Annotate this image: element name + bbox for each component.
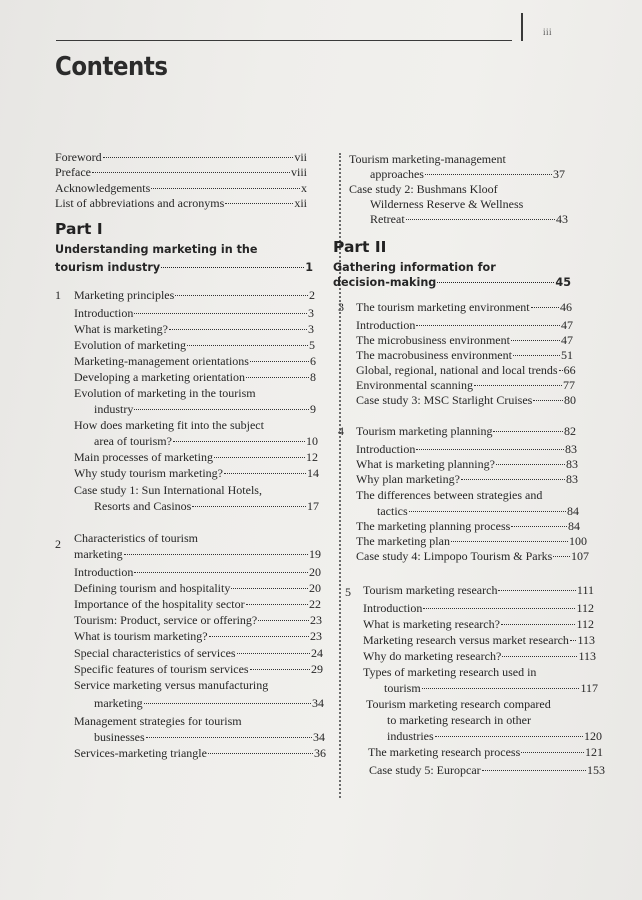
toc-entry: The marketing plan 100 [356, 534, 587, 548]
toc-entry: List of abbreviations and acronyms xii [55, 196, 307, 210]
toc-entry: The microbusiness environment 47 [356, 333, 573, 347]
part-heading: Part II [333, 238, 387, 256]
toc-entry: Case study 5: Europcar 153 [369, 763, 605, 777]
part-heading: Part I [55, 220, 103, 238]
toc-entry: Case study 3: MSC Starlight Cruises 80 [356, 393, 576, 407]
toc-entry: Introduction 3 [74, 306, 314, 320]
toc-entry-line: How does marketing fit into the subject [74, 418, 264, 432]
toc-entry: Why plan marketing? 83 [356, 472, 578, 486]
toc-entry: Introduction 47 [356, 318, 573, 332]
toc-entry: Defining tourism and hospitality 20 [74, 581, 321, 595]
chapter-title: Tourism marketing planning 82 [356, 424, 576, 438]
toc-entry: What is marketing? 3 [74, 322, 314, 336]
toc-entry-line: Types of marketing research used in [363, 665, 537, 679]
toc-entry: Tourism: Product, service or offering? 23 [74, 613, 322, 627]
toc-entry: What is tourism marketing? 23 [74, 629, 322, 643]
toc-entry: What is marketing research? 112 [363, 617, 594, 631]
chapter-title-line: marketing 19 [74, 547, 321, 561]
part-title: Understanding marketing in the [55, 243, 258, 256]
toc-entry-line: Evolution of marketing in the tourism [74, 386, 256, 400]
toc-entry: Marketing-management orientations 6 [74, 354, 316, 368]
toc-entry-line: to marketing research in other [387, 713, 531, 727]
toc-entry: Special characteristics of services 24 [74, 646, 323, 660]
toc-entry: Why study tourism marketing? 14 [74, 466, 319, 480]
toc-entry: Introduction 83 [356, 442, 577, 456]
toc-entry: The marketing research process 121 [368, 745, 603, 759]
toc-entry: Services-marketing triangle 36 [74, 746, 326, 760]
toc-entry-line: Service marketing versus manufacturing [74, 678, 269, 692]
toc-entry: Introduction 20 [74, 565, 321, 579]
page-title: Contents [55, 52, 168, 82]
toc-entry: industries 120 [387, 729, 602, 743]
toc-entry: Main processes of marketing 12 [74, 450, 318, 464]
toc-entry-line: Case study 1: Sun International Hotels, [74, 483, 262, 497]
chapter-number: 3 [338, 300, 344, 314]
toc-entry: Preface viii [55, 165, 307, 179]
toc-entry-line: Case study 2: Bushmans Kloof [349, 182, 498, 196]
toc-entry: What is marketing planning? 83 [356, 457, 578, 471]
toc-entry: Global, regional, national and local trends 66 [356, 363, 576, 377]
toc-entry: approaches 37 [370, 167, 565, 181]
chapter-number: 5 [345, 585, 351, 599]
toc-entry: Environmental scanning 77 [356, 378, 575, 392]
toc-entry: Why do marketing research? 113 [363, 649, 596, 663]
toc-entry: area of tourism? 10 [94, 434, 318, 448]
toc-entry: Retreat 43 [370, 212, 568, 226]
toc-entry: tourism 117 [384, 681, 598, 695]
toc-entry: Evolution of marketing 5 [74, 338, 315, 352]
chapter-number: 1 [55, 288, 61, 302]
toc-entry: The marketing planning process 84 [356, 519, 580, 533]
toc-entry: tactics 84 [377, 504, 579, 518]
toc-entry: marketing 34 [94, 696, 324, 710]
toc-entry: industry 9 [94, 402, 316, 416]
header-tick [521, 13, 523, 41]
toc-entry: Case study 4: Limpopo Tourism & Parks 107 [356, 549, 589, 563]
toc-entry-line: Management strategies for tourism [74, 714, 242, 728]
chapter-title: The tourism marketing environment 46 [356, 300, 572, 314]
chapter-title: Tourism marketing research 111 [363, 583, 594, 597]
toc-entry: Importance of the hospitality sector 22 [74, 597, 321, 611]
chapter-number: 4 [338, 424, 344, 438]
toc-entry-line: Tourism marketing-management [349, 152, 506, 166]
toc-entry: Introduction 112 [363, 601, 594, 615]
toc-entry: Acknowledgements x [55, 181, 307, 195]
toc-entry: Resorts and Casinos 17 [94, 499, 319, 513]
part-title-line: decision-making 45 [333, 276, 571, 289]
toc-entry: Foreword vii [55, 150, 307, 164]
chapter-number: 2 [55, 537, 61, 551]
toc-entry: Developing a marketing orientation 8 [74, 370, 316, 384]
part-title: Gathering information for [333, 261, 496, 274]
page-number: iii [543, 27, 553, 37]
chapter-title: Characteristics of tourism [74, 531, 198, 545]
toc-entry-line: Wilderness Reserve & Wellness [370, 197, 524, 211]
toc-entry: Specific features of tourism services 29 [74, 662, 323, 676]
toc-entry-line: The differences between strategies and [356, 488, 543, 502]
chapter-title: Marketing principles 2 [74, 288, 315, 302]
part-title-line: tourism industry 1 [55, 261, 313, 274]
toc-entry-line: Tourism marketing research compared [366, 697, 551, 711]
toc-entry: The macrobusiness environment 51 [356, 348, 573, 362]
toc-entry: Marketing research versus market research 113 [363, 633, 595, 647]
toc-entry: businesses 34 [94, 730, 325, 744]
header-rule [56, 40, 512, 41]
